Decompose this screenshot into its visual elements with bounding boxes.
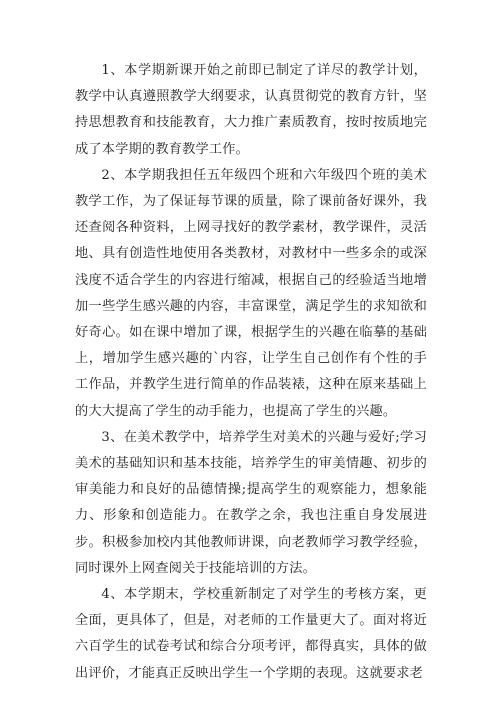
paragraph-3: 3、在美术教学中，培养学生对美术的兴趣与爱好;学习美术的基础知识和基本技能，培养学生的审美情趣、初步的审美能力和良好的品德情操;提高学生的观察能力，想象能力、形象和创造能力。在教学之余，我也注重自身发展进步。积极参加校内其他教师讲课，向老教师学习教学经验，同时课外上网查阅关于技能培训的方法。 bbox=[75, 429, 427, 576]
document-body bbox=[75, 58, 427, 687]
paragraph-2: 2、本学期我担任五年级四个班和六年级四个班的美术教学工作，为了保证每节课的质量，除了课前备好课外，我还查阅各种资料，上网寻找好的教学素材，教学课件，灵活地、具有创造性地使用各类教材，对教材中一些多余的或深浅度不适合学生的内容进行缩减，根据自己的经验适当地增加一些学生感兴趣的内容，丰富课堂，满足学生的求知欲和好奇心。如在课中增加了课，根据学生的兴趣在临摹的基础上，增加学生感兴趣的`内容，让学生自己创作有个性的手工作品，并教学生进行简单的作品装裱，这种在原来基础上的大大提高了学生的动手能力，也提高了学生的兴趣。 bbox=[75, 167, 427, 419]
paragraph-4: 4、本学期末，学校重新制定了对学生的考核方案，更全面，更具体了，但是，对老师的工作量更大了。面对将近六百学生的试卷考试和综合分项考评，都得真实，具体的做出评价，才能真正反映出学生一个学期的表现。这就要求老 bbox=[75, 587, 427, 681]
paragraph-1: 1、本学期新课开始之前即已制定了详尽的教学计划，教学中认真遵照教学大纲要求，认真贯彻党的教育方针，坚持思想教育和技能教育，大力推广素质教育，按时按质地完成了本学期的教育教学工作。 bbox=[75, 63, 427, 157]
